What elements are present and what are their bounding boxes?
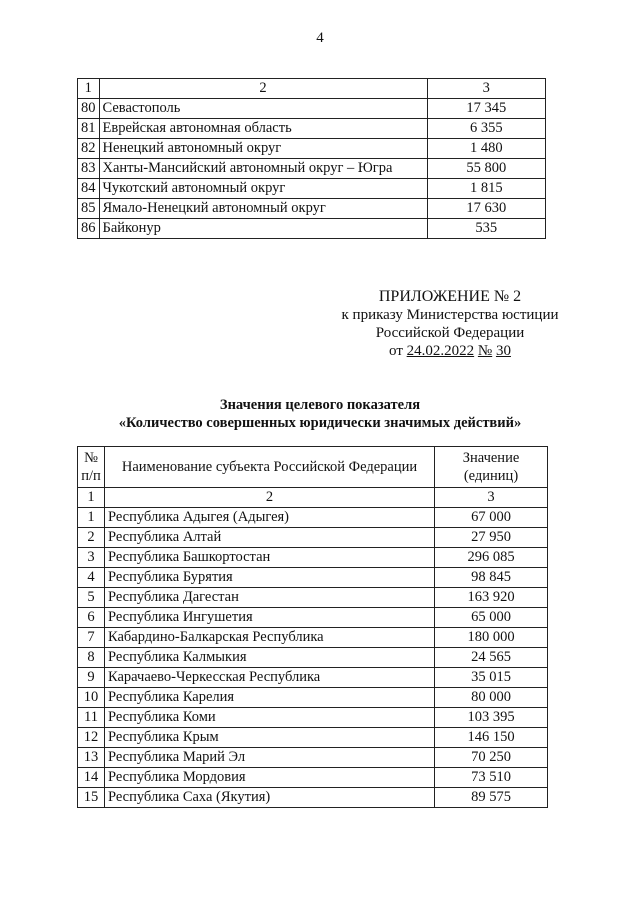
column-number-cell: 2 [105, 488, 435, 508]
row-number-cell: 81 [78, 119, 100, 139]
annex-title: ПРИЛОЖЕНИЕ № 2 [378, 288, 522, 305]
region-name-cell: Республика Карелия [105, 688, 435, 708]
value-cell: 1 480 [427, 139, 546, 159]
region-name-cell: Республика Калмыкия [105, 648, 435, 668]
order-date: 24.02.2022 [406, 343, 475, 359]
row-number-cell: 12 [78, 728, 105, 748]
value-cell: 1 815 [427, 179, 546, 199]
value-cell: 98 845 [435, 568, 548, 588]
region-name-cell: Республика Адыгея (Адыгея) [105, 508, 435, 528]
table-row [78, 568, 548, 588]
column-number-cell: 3 [427, 79, 546, 99]
value-cell: 27 950 [435, 528, 548, 548]
column-number-cell: 3 [435, 488, 548, 508]
region-name-cell: Республика Мордовия [105, 768, 435, 788]
row-number-cell: 83 [78, 159, 100, 179]
row-number-cell: 14 [78, 768, 105, 788]
column-number-cell: 2 [99, 79, 427, 99]
region-name-cell: Байконур [99, 219, 427, 239]
value-cell: 55 800 [427, 159, 546, 179]
row-number-cell: 7 [78, 628, 105, 648]
region-name-cell: Республика Ингушетия [105, 608, 435, 628]
region-name-cell: Еврейская автономная область [99, 119, 427, 139]
row-number-cell: 82 [78, 139, 100, 159]
value-cell: 180 000 [435, 628, 548, 648]
date-prefix: от [389, 343, 403, 359]
table-row [78, 628, 548, 648]
row-number-cell: 5 [78, 588, 105, 608]
number-prefix: № [477, 343, 493, 359]
row-number-cell: 85 [78, 199, 100, 219]
region-name-cell: Ханты-Мансийский автономный округ – Югра [99, 159, 427, 179]
value-cell: 73 510 [435, 768, 548, 788]
annex-line: к приказу Министерства юстиции [341, 307, 559, 323]
value-cell: 163 920 [435, 588, 548, 608]
value-cell: 146 150 [435, 728, 548, 748]
table-row [78, 688, 548, 708]
region-name-cell: Севастополь [99, 99, 427, 119]
heading-line: «Количество совершенных юридически значимых действий» [118, 415, 522, 431]
header-text: (единиц) [463, 468, 519, 484]
region-name-cell: Республика Марий Эл [105, 748, 435, 768]
region-name-cell: Республика Алтай [105, 528, 435, 548]
row-number-cell: 10 [78, 688, 105, 708]
table-row [78, 768, 548, 788]
value-cell: 296 085 [435, 548, 548, 568]
table-row [78, 508, 548, 528]
annex-line: Российской Федерации [375, 325, 525, 341]
value-cell: 35 015 [435, 668, 548, 688]
region-name-cell: Республика Бурятия [105, 568, 435, 588]
region-name-cell: Ненецкий автономный округ [99, 139, 427, 159]
table-row [78, 528, 548, 548]
region-name-cell: Карачаево-Черкесская Республика [105, 668, 435, 688]
header-cell-name: Наименование субъекта Российской Федерации [105, 447, 435, 488]
table-row [78, 648, 548, 668]
row-number-cell: 3 [78, 548, 105, 568]
table-header-row [78, 447, 548, 488]
column-number-cell: 1 [78, 488, 105, 508]
table-row [78, 199, 546, 219]
region-name-cell: Чукотский автономный округ [99, 179, 427, 199]
table-row [78, 99, 546, 119]
value-cell: 24 565 [435, 648, 548, 668]
table-row [78, 668, 548, 688]
table-row [78, 548, 548, 568]
row-number-cell: 9 [78, 668, 105, 688]
header-cell-value [435, 447, 548, 488]
region-name-cell: Кабардино-Балкарская Республика [105, 628, 435, 648]
value-cell: 65 000 [435, 608, 548, 628]
region-name-cell: Республика Коми [105, 708, 435, 728]
row-number-cell: 6 [78, 608, 105, 628]
table-row [78, 608, 548, 628]
header-text: Значение [462, 450, 520, 466]
table-row [78, 748, 548, 768]
order-number: 30 [495, 343, 511, 359]
row-number-cell: 15 [78, 788, 105, 808]
row-number-cell: 11 [78, 708, 105, 728]
value-cell: 67 000 [435, 508, 548, 528]
value-cell: 535 [427, 219, 546, 239]
annex-block [300, 288, 600, 360]
region-name-cell: Республика Башкортостан [105, 548, 435, 568]
row-number-cell: 80 [78, 99, 100, 119]
table-header-row [78, 79, 546, 99]
table-row [78, 588, 548, 608]
row-number-cell: 1 [78, 508, 105, 528]
value-cell: 17 630 [427, 199, 546, 219]
top-table [77, 78, 546, 239]
table-heading [0, 396, 640, 432]
table-row [78, 119, 546, 139]
value-cell: 70 250 [435, 748, 548, 768]
value-cell: 17 345 [427, 99, 546, 119]
header-cell-number [78, 447, 105, 488]
row-number-cell: 84 [78, 179, 100, 199]
table-row [78, 219, 546, 239]
table-row [78, 179, 546, 199]
value-cell: 103 395 [435, 708, 548, 728]
page-number: 4 [316, 30, 324, 46]
table-row [78, 788, 548, 808]
row-number-cell: 8 [78, 648, 105, 668]
region-name-cell: Ямало-Ненецкий автономный округ [99, 199, 427, 219]
main-table [77, 446, 548, 808]
table-row [78, 159, 546, 179]
column-number-cell: 1 [78, 79, 100, 99]
row-number-cell: 4 [78, 568, 105, 588]
table-row [78, 728, 548, 748]
region-name-cell: Республика Саха (Якутия) [105, 788, 435, 808]
header-text: № [84, 450, 98, 466]
table-row [78, 139, 546, 159]
header-text: п/п [81, 468, 101, 484]
region-name-cell: Республика Дагестан [105, 588, 435, 608]
value-cell: 89 575 [435, 788, 548, 808]
table-row [78, 708, 548, 728]
row-number-cell: 13 [78, 748, 105, 768]
heading-line: Значения целевого показателя [219, 397, 421, 413]
row-number-cell: 2 [78, 528, 105, 548]
value-cell: 6 355 [427, 119, 546, 139]
value-cell: 80 000 [435, 688, 548, 708]
row-number-cell: 86 [78, 219, 100, 239]
annex-date-line [300, 342, 600, 360]
region-name-cell: Республика Крым [105, 728, 435, 748]
table-numbering-row [78, 488, 548, 508]
